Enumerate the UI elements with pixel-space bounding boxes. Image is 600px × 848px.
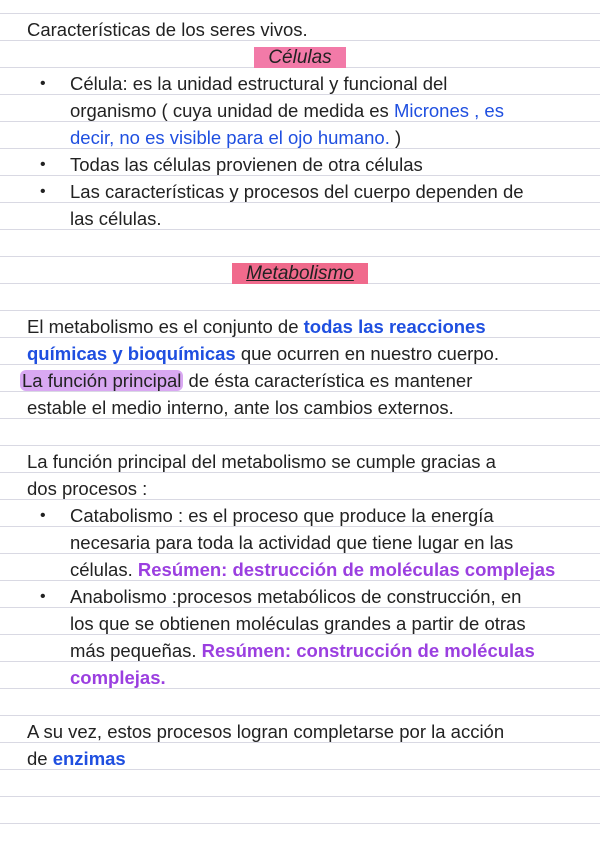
list-item-continuation	[0, 124, 600, 151]
section-title-celulas: Células	[254, 47, 345, 68]
section-title-metabolismo: Metabolismo	[232, 263, 368, 284]
summary-text: Resúmen: destrucción de moléculas complejas	[137, 559, 556, 580]
highlighted-term: enzimas	[52, 748, 126, 769]
text-run: que ocurren en nuestro cuerpo.	[235, 343, 499, 364]
list-item-continuation	[0, 529, 600, 556]
highlighted-term: decir, no es visible para el ojo humano.	[70, 127, 390, 148]
list-item-continuation	[0, 556, 600, 583]
paragraph-line	[0, 367, 600, 394]
list-item	[0, 502, 600, 529]
paragraph-line	[0, 448, 600, 475]
list-item-text: Anabolismo :procesos metabólicos de construcción, en	[70, 586, 522, 607]
summary-text: complejas.	[70, 667, 166, 688]
bullet-icon: •	[40, 588, 46, 605]
paragraph-line	[0, 745, 600, 772]
list-item-text: Catabolismo : es el proceso que produce la energía	[70, 505, 494, 526]
section-title-row	[0, 43, 600, 70]
paragraph-line	[0, 394, 600, 421]
summary-text: Resúmen: construcción de moléculas	[201, 640, 535, 661]
text-run: de	[27, 748, 53, 769]
section-title-row	[0, 259, 600, 286]
list-item	[0, 583, 600, 610]
text-run: estable el medio interno, ante los cambios externos.	[27, 397, 454, 418]
list-item-continuation	[0, 664, 600, 691]
list-item-text: los que se obtienen moléculas grandes a partir de otras	[70, 613, 526, 634]
paragraph-line	[0, 313, 600, 340]
list-item-continuation	[0, 637, 600, 664]
list-item-text: Célula: es la unidad estructural y funcional del	[70, 73, 448, 94]
text-run: organismo ( cuya unidad de medida es	[70, 100, 394, 121]
paragraph-line	[0, 475, 600, 502]
highlighted-term: Micrones , es	[393, 100, 504, 121]
text-run: más pequeñas.	[70, 640, 202, 661]
marker-highlight: La función principal	[22, 370, 182, 391]
paragraph-line	[0, 340, 600, 367]
text-run: El metabolismo es el conjunto de	[27, 316, 304, 337]
text-run: )	[389, 127, 402, 148]
text-run: A su vez, estos procesos logran completarse por la acción	[27, 721, 505, 742]
intro-text: Características de los seres vivos.	[27, 19, 308, 40]
list-item	[0, 70, 600, 97]
bullet-icon: •	[40, 75, 46, 92]
list-item-text: las células.	[70, 208, 162, 229]
bullet-icon: •	[40, 183, 46, 200]
list-item-text: Todas las células provienen de otra células	[70, 154, 423, 175]
list-item-continuation	[0, 610, 600, 637]
paragraph-line	[0, 718, 600, 745]
list-item-continuation	[0, 97, 600, 124]
list-item-text: necesaria para toda la actividad que tiene lugar en las	[70, 532, 514, 553]
bullet-icon: •	[40, 507, 46, 524]
list-item	[0, 151, 600, 178]
list-item-text: Las características y procesos del cuerpo dependen de	[70, 181, 524, 202]
text-run: células.	[70, 559, 138, 580]
text-run: de ésta característica es mantener	[183, 370, 473, 391]
highlighted-term: químicas y bioquímicas	[27, 343, 236, 364]
bullet-icon: •	[40, 156, 46, 173]
text-run: dos procesos :	[27, 478, 148, 499]
intro-line	[0, 16, 600, 43]
list-item	[0, 178, 600, 205]
highlighted-term: todas las reacciones	[303, 316, 486, 337]
list-item-continuation	[0, 205, 600, 232]
text-run: La función principal del metabolismo se cumple gracias a	[27, 451, 496, 472]
